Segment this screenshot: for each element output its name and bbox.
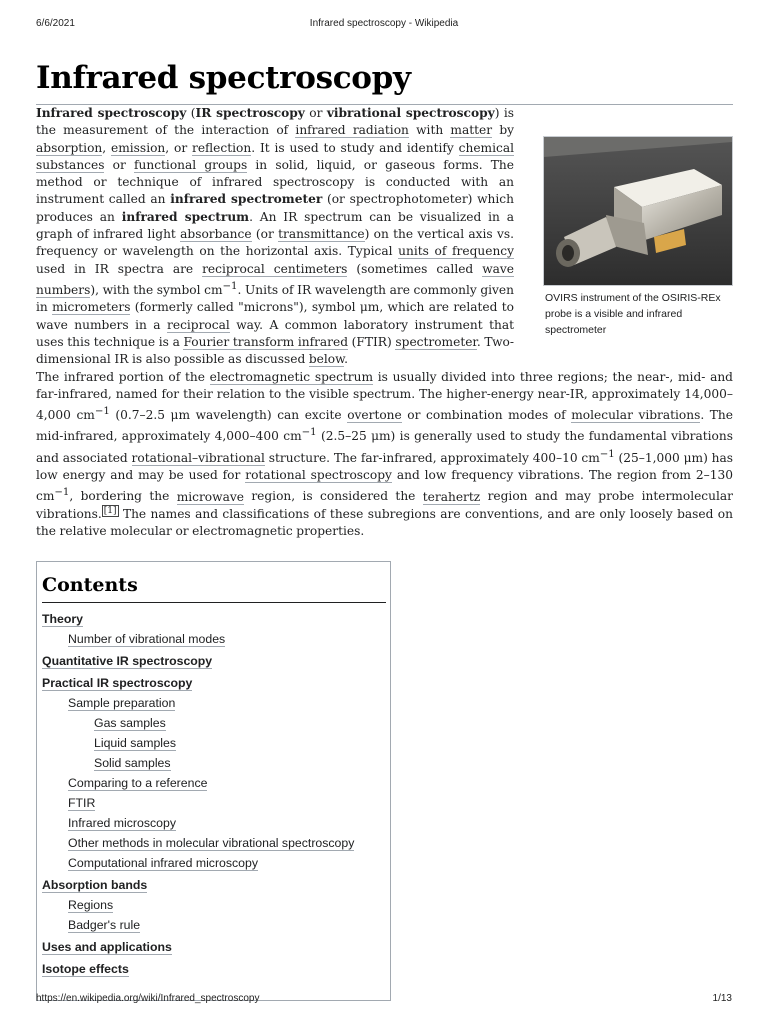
toc-item[interactable] [42,959,386,979]
text: . Units of IR wavelength are commonly given in [36,283,514,315]
reference-1[interactable]: [1] [103,505,117,516]
toc-item[interactable] [42,673,386,693]
lead-paragraph [36,105,514,369]
toc-item-label: Theory [42,612,83,626]
link-emission[interactable]: emission [111,140,166,155]
link-rotational-spectroscopy[interactable]: rotational spectroscopy [245,468,392,483]
superscript: −1 [222,280,238,292]
link-fourier-transform-infrared[interactable]: Fourier transform infrared [183,334,349,349]
toc-item-label: Practical IR spectroscopy [42,676,193,690]
toc-item[interactable] [42,915,386,935]
toc-item[interactable] [42,813,386,833]
print-footer [36,993,732,1007]
text: structure. The far-infrared, approximately 400–10 cm [264,450,600,465]
toc-item-label: Gas samples [94,716,166,730]
print-page-number: 1/13 [712,993,732,1004]
toc-item[interactable] [42,875,386,895]
text: ), with the symbol cm [90,283,223,298]
link-reciprocal[interactable]: reciprocal [167,317,230,332]
link-absorbance[interactable]: absorbance [180,227,252,242]
superscript: −1 [94,406,110,418]
print-url: https://en.wikipedia.org/wiki/Infrared_spectroscopy [36,993,260,1004]
text: or [104,157,134,172]
toc-item[interactable] [42,793,386,813]
link-rotational-vibrational[interactable]: rotational–vibrational [131,450,265,465]
toc-item[interactable] [42,651,386,671]
link-units-of-frequency[interactable]: units of frequency [398,244,515,259]
text: (0.7–2.5 μm wavelength) can excite [109,408,348,423]
term-bold: IR spectroscopy [195,106,305,120]
toc-item[interactable] [42,693,386,713]
toc-item-label: Other methods in molecular vibrational spectroscopy [68,836,355,850]
link-reflection[interactable]: reflection [192,140,252,155]
text: with [408,123,451,138]
superscript: −1 [599,448,615,460]
text: region and may probe intermolecular vibrations. [36,489,733,521]
thumbnail-caption: OVIRS instrument of the OSIRIS-REx probe is a visible and infrared spectrometer [545,292,721,336]
toc-item-label: Infrared microscopy [68,816,176,830]
toc-item[interactable] [42,713,386,733]
toc-item[interactable] [42,895,386,915]
toc-item-label: Regions [68,898,114,912]
link-microwave[interactable]: microwave [176,489,244,504]
link-absorption[interactable]: absorption [36,140,103,155]
text: . An IR spectrum can be visualized in a graph of infrared light [36,209,514,242]
toc-item-label: Comparing to a reference [68,776,208,790]
link-infrared-radiation[interactable]: infrared radiation [295,123,409,138]
text: (formerly called "microns"), symbol μm, which are related to wave numbers in a [36,300,514,332]
superscript: −1 [301,427,317,439]
toc-item[interactable] [42,753,386,773]
text: (25–1,000 μm) has low energy and may be used for [36,450,733,483]
spectrum-regions-paragraph [36,369,733,541]
ovirs-instrument-image[interactable] [543,136,733,286]
text: (sometimes called [347,261,483,276]
text: (or [251,227,279,242]
text: (2.5–25 μm) is generally used to study the fundamental vibrations and associated [36,429,734,465]
toc-item-label: Badger's rule [68,918,141,932]
link-molecular-vibrations[interactable]: molecular vibrations [571,408,701,423]
text: is usually divided into three regions; the near-, mid- and far-infrared, named for their relation to the visible spectrum. The higher-energy near-IR, approximately 14,000–4,000 cm [36,369,733,423]
toc-item[interactable] [42,609,386,629]
link-transmittance[interactable]: transmittance [278,227,365,242]
text: region, is considered the [243,489,423,504]
toc-item[interactable] [42,833,386,853]
toc-item-label: Computational infrared microscopy [68,856,259,870]
text: or [304,106,327,120]
text: (FTIR) [348,334,396,349]
text: . [344,352,348,367]
toc-item-label: Liquid samples [94,736,177,750]
text: ( [186,106,196,120]
text: ) on the vertical axis vs. frequency or wavelength on the horizontal axis. Typical [36,227,514,259]
toc-item[interactable] [42,853,386,873]
link-wave-numbers[interactable]: wave numbers [36,261,515,298]
text: . Two-dimensional IR is also possible as discussed [36,334,515,367]
toc-item[interactable] [42,937,386,957]
text: . The mid-infrared, approximately 4,000–400 cm [36,408,733,444]
term-bold: infrared spectrometer [170,192,323,207]
text: in solid, liquid, or gaseous forms. The method or technique of infrared spectroscopy is conducted with an instrument called an [36,157,514,207]
thumbnail [543,136,733,338]
text: used in IR spectra are [36,261,203,276]
term-bold: infrared spectrum [121,209,250,224]
instrument-illustration [544,137,732,285]
table-of-contents [36,561,391,1001]
toc-item-label: Number of vibrational modes [68,632,226,646]
text: or combination modes of [401,408,572,423]
term-bold: Infrared spectroscopy [36,106,187,120]
text: , bordering the [69,489,177,504]
toc-item-label: Uses and applications [42,940,172,954]
text: The infrared portion of the [36,369,210,384]
link-spectrometer[interactable]: spectrometer [395,334,477,349]
text: . It is used to study and identify [251,140,459,155]
link-terahertz[interactable]: terahertz [422,489,481,504]
toc-list [42,609,386,979]
toc-title: Contents [42,572,386,603]
link-matter[interactable]: matter [450,123,493,138]
text: (or spectrophotometer) which produces an [36,192,514,224]
text: , [102,140,112,155]
toc-item[interactable] [42,733,386,753]
text: and low frequency vibrations. The region from 2–130 cm [36,468,734,504]
link-below[interactable]: below [308,352,345,367]
page-title: Infrared spectroscopy [36,58,733,105]
link-micrometers[interactable]: micrometers [52,300,131,315]
link-reciprocal-centimeters[interactable]: reciprocal centimeters [202,261,348,276]
print-date: 6/6/2021 [36,18,75,29]
link-functional-groups[interactable]: functional groups [134,157,248,172]
link-chemical-substances[interactable]: chemical substances [36,140,514,172]
toc-item-label: Sample preparation [68,696,176,710]
toc-item-label: FTIR [68,796,96,810]
text: by [492,123,515,138]
toc-item-label: Solid samples [94,756,171,770]
toc-item[interactable] [42,629,386,649]
toc-item-label: Quantitative IR spectroscopy [42,654,213,668]
link-electromagnetic-spectrum[interactable]: electromagnetic spectrum [209,369,374,384]
link-overtone[interactable]: overtone [347,408,402,423]
print-header [36,18,732,32]
text: way. A common laboratory instrument that uses this technique is a [36,317,514,349]
text: The names and classifications of these subregions are conventions, and are only loosely based on the relative molecular or electromagnetic properties. [36,506,733,539]
toc-item-label: Isotope effects [42,962,129,976]
term-bold: vibrational spectroscopy [326,106,495,120]
toc-item-label: Absorption bands [42,878,148,892]
text: ) is the measurement of the interaction of [36,106,514,138]
print-page-title: Infrared spectroscopy - Wikipedia [309,18,459,29]
text: , or [165,140,193,155]
superscript: −1 [54,487,70,499]
toc-item[interactable] [42,773,386,793]
article-content [36,58,734,976]
